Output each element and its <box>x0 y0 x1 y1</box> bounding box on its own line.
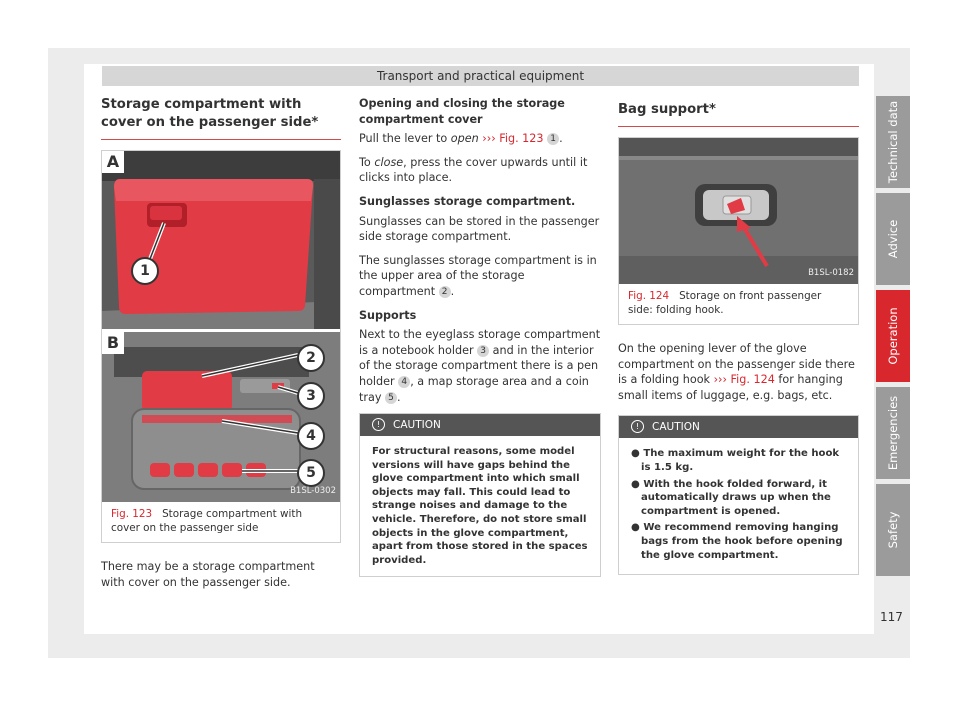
figure-link[interactable]: Fig. 123 <box>495 132 548 146</box>
text: . <box>559 132 563 146</box>
figure-caption-text: Storage compartment with cover on the passenger side <box>111 508 303 534</box>
caution-text: For structural reasons, some model versions will have gaps behind the glove compartment into which small objects may fall. This could lead to strange noises and damage to the vehicle. Therefore, do not store small objects in the glove compartment, apart from those stored in the spaces provided. <box>372 446 588 566</box>
folding-hook-illustration <box>619 138 858 284</box>
caution-list <box>619 438 858 574</box>
text-italic: open <box>450 132 479 146</box>
figure-caption-text: Storage on front passenger side: folding hook. <box>628 290 822 316</box>
bullet-icon: ● <box>631 478 640 490</box>
section-title: Storage compartment with cover on the passenger side* <box>101 97 319 130</box>
caution-box <box>618 415 859 575</box>
tab-label: Technical data <box>886 100 900 184</box>
section-header: Transport and practical equipment <box>102 66 859 86</box>
subheading-opening: Opening and closing the storage compartment cover <box>359 97 565 126</box>
tab-emergencies[interactable] <box>876 387 910 479</box>
arrow-icon: ››› <box>478 132 496 146</box>
tab-advice[interactable] <box>876 193 910 285</box>
figure-caption <box>619 284 858 324</box>
tab-label: Safety <box>886 511 900 549</box>
figure-link[interactable]: Fig. 124 <box>727 373 775 387</box>
figure-123 <box>101 150 341 543</box>
paragraph-sunglasses: Sunglasses can be stored in the passenger side storage compartment. <box>359 214 600 244</box>
arrow-icon: ››› <box>710 373 727 387</box>
warning-icon: ! <box>372 418 385 431</box>
text: . <box>450 284 455 298</box>
callout-4: 4 <box>297 422 325 450</box>
warning-icon: ! <box>631 420 644 433</box>
list-item-text: We recommend removing hanging bags from the hook before opening the glove compartment. <box>641 522 843 561</box>
subheading-sunglasses: Sunglasses storage compartment. <box>359 194 576 208</box>
list-item-text: With the hook folded forward, it automatically draws up when the compartment is opened. <box>641 478 831 517</box>
caution-header <box>619 416 858 438</box>
bullet-icon: ● <box>631 448 640 460</box>
subheading-supports: Supports <box>359 308 417 322</box>
caution-title: CAUTION <box>393 419 441 432</box>
glovebox-illustration <box>102 151 340 502</box>
image-reference: B1SL-0182 <box>808 268 854 279</box>
paragraph-supports <box>359 327 601 405</box>
figure-caption <box>102 502 340 542</box>
paragraph-open <box>359 131 601 147</box>
text: The sunglasses storage compartment is in the upper area of the storage compartment <box>359 253 597 298</box>
tab-label: Advice <box>886 219 900 259</box>
text-italic: close <box>374 155 404 169</box>
column-right <box>618 96 859 575</box>
tab-operation[interactable] <box>876 290 910 382</box>
callout-5: 5 <box>297 459 325 487</box>
callout-1: 1 <box>131 257 159 285</box>
list-item <box>631 478 848 519</box>
text: Pull the lever to <box>359 132 451 146</box>
list-item-text: The maximum weight for the hook is 1.5 kg. <box>641 448 840 473</box>
image-reference: B1SL-0302 <box>290 486 336 497</box>
section-title: Bag support* <box>618 102 716 117</box>
column-middle <box>359 96 601 577</box>
text: On the opening lever of the glove compartment on the passenger side there is a folding hook <box>618 342 855 387</box>
callout-ref-4: 4 <box>398 376 410 388</box>
callout-ref-3: 3 <box>477 345 489 357</box>
figure-image <box>619 138 858 284</box>
paragraph-sunglasses-location <box>359 253 601 300</box>
text: for hanging small items of luggage, e.g. bags, etc. <box>618 373 843 402</box>
figure-image <box>102 151 340 502</box>
list-item <box>631 521 848 562</box>
tab-safety[interactable] <box>876 484 910 576</box>
paragraph-close <box>359 155 601 186</box>
callout-ref-1: 1 <box>547 133 559 145</box>
callout-2: 2 <box>297 344 325 372</box>
tab-label: Operation <box>886 307 900 365</box>
tab-technical-data[interactable] <box>876 96 910 188</box>
text: and in the interior of the storage compartment there is a pen holder <box>359 343 599 388</box>
page-number: 117 <box>880 610 903 624</box>
heading-block <box>618 96 859 127</box>
text: Next to the eyeglass storage compartment is a notebook holder <box>359 328 601 357</box>
callout-ref-5: 5 <box>385 392 397 404</box>
heading-block <box>101 96 341 140</box>
caution-header <box>360 414 600 436</box>
caution-box <box>359 413 601 577</box>
figure-124 <box>618 137 859 325</box>
tab-label: Emergencies <box>886 395 900 471</box>
text: . <box>397 390 401 404</box>
text: , a map storage area and a coin tray <box>359 374 589 404</box>
paragraph-hook <box>618 341 859 403</box>
text: , press the cover upwards until it clicks into place. <box>359 155 588 185</box>
list-item <box>631 447 848 474</box>
panel-label-a: A <box>102 151 124 173</box>
body-text: There may be a storage compartment with cover on the passenger side. <box>101 560 315 589</box>
panel-label-b: B <box>102 332 124 354</box>
figure-number: Fig. 123 <box>111 508 153 520</box>
chapter-tabs <box>876 96 910 581</box>
caution-title: CAUTION <box>652 421 700 434</box>
column-left <box>101 96 341 598</box>
text: To <box>359 155 375 169</box>
figure-number: Fig. 124 <box>628 290 670 302</box>
callout-ref-2: 2 <box>439 286 451 298</box>
bullet-icon: ● <box>631 522 640 534</box>
callout-3: 3 <box>297 382 325 410</box>
